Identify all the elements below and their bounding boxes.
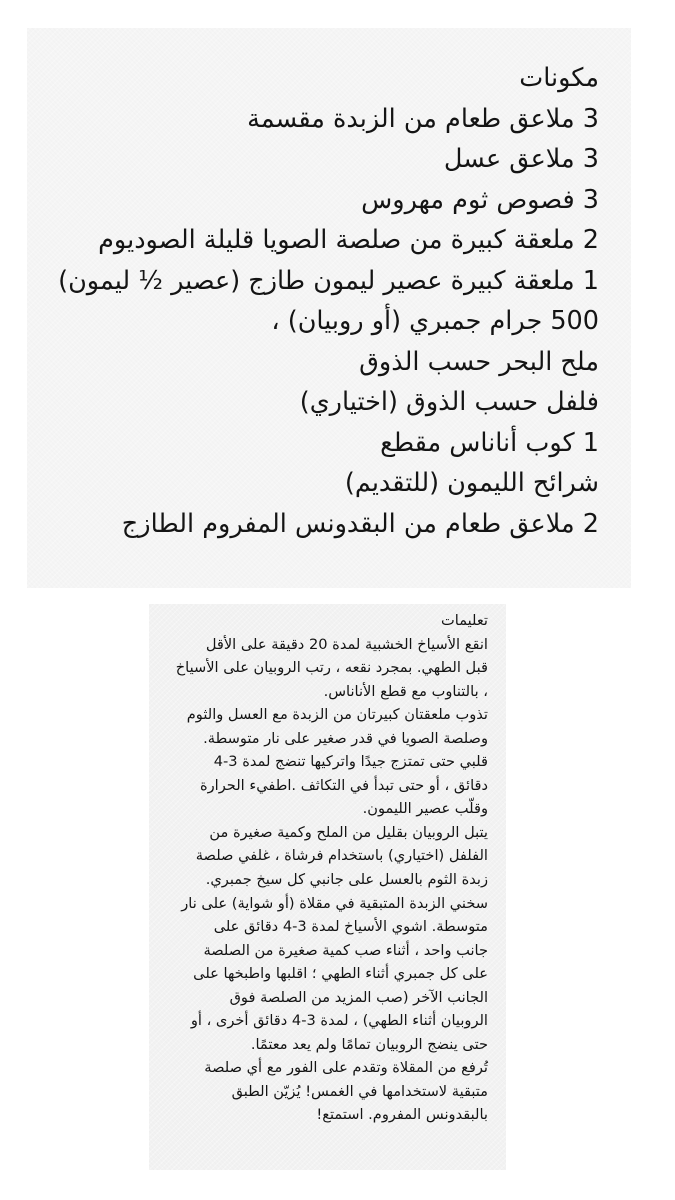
ingredient-line: 500 جرام جمبري (أو روبيان) ،	[271, 306, 599, 336]
instruction-line: الفلفل (اختياري) باستخدام فرشاة ، غلفي صلصة	[195, 847, 488, 865]
instruction-line: قلبي حتى تمتزج جيدًا واتركيها تنضج لمدة 3-4	[213, 753, 488, 771]
instruction-line: على كل جمبري أثناء الطهي ؛ اقلبها واطبخها على	[193, 965, 488, 983]
ingredient-line: 1 كوب أناناس مقطع	[380, 427, 599, 458]
instruction-line: بالبقدونس المفروم. استمتع!	[316, 1106, 488, 1124]
ingredient-line: 2 ملاعق طعام من البقدونس المفروم الطازج	[121, 508, 599, 539]
instruction-line: الجانب الآخر (صب المزيد من الصلصة فوق	[229, 988, 488, 1006]
ingredients-heading: مكونات	[519, 63, 599, 93]
instruction-line: وصلصة الصويا في قدر صغير على نار متوسطة.	[203, 729, 488, 747]
instruction-line: زبدة الثوم بالعسل على جانبي كل سيخ جمبري.	[205, 871, 488, 889]
ingredient-line: 2 ملعقة كبيرة من صلصة الصويا قليلة الصوديوم	[98, 225, 599, 255]
ingredient-line: شرائح الليمون (للتقديم)	[344, 468, 599, 498]
instruction-line: متبقية لاستخدامها في الغمس! يُزيّن الطبق	[231, 1082, 488, 1100]
ingredient-line: ملح البحر حسب الذوق	[359, 346, 599, 377]
instruction-line: جانب واحد ، أثناء صب كمية صغيرة من الصلصة	[203, 941, 488, 959]
instruction-line: حتى ينضج الروبيان تمامًا ولم يعد معتمًا.	[250, 1035, 488, 1053]
instruction-line: وقلّب عصير الليمون.	[362, 800, 488, 818]
instruction-line: تُرفع من المقلاة وتقدم على الفور مع أي صلصة	[204, 1059, 488, 1077]
instruction-line: سخني الزبدة المتبقية في مقلاة (أو شواية) على نار	[181, 894, 488, 912]
instruction-line: الروبيان أثناء الطهي) ، لمدة 3-4 دقائق أخرى ، أو	[190, 1012, 488, 1030]
instruction-line: انقع الأسياخ الخشبية لمدة 20 دقيقة على الأقل	[205, 635, 488, 653]
instruction-line: يتبل الروبيان بقليل من الملح وكمية صغيرة من	[209, 823, 488, 841]
instruction-line: متوسطة. اشوي الأسياخ لمدة 3-4 دقائق على	[213, 918, 488, 936]
ingredient-line: 3 ملاعق طعام من الزبدة مقسمة	[247, 103, 599, 134]
ingredient-line: 1 ملعقة كبيرة عصير ليمون طازج (عصير ½ ليمون)	[58, 265, 599, 296]
ingredient-line: فلفل حسب الذوق (اختياري)	[299, 387, 599, 417]
ingredient-line: 3 فصوص ثوم مهروس	[361, 184, 599, 215]
instructions-card	[149, 604, 506, 1170]
instruction-line: تذوب ملعقتان كبيرتان من الزبدة مع العسل والثوم	[186, 706, 488, 724]
instruction-line: قبل الطهي. بمجرد نقعه ، رتب الروبيان على الأسياخ	[175, 659, 488, 677]
instruction-line: ، بالتناوب مع قطع الأناناس.	[323, 682, 488, 700]
instructions-heading: تعليمات	[441, 612, 488, 629]
instruction-line: دقائق ، أو حتى تبدأ في التكاثف .اطفيء الحرارة	[199, 776, 488, 794]
ingredient-line: 3 ملاعق عسل	[443, 144, 599, 174]
ingredients-card	[27, 28, 631, 588]
